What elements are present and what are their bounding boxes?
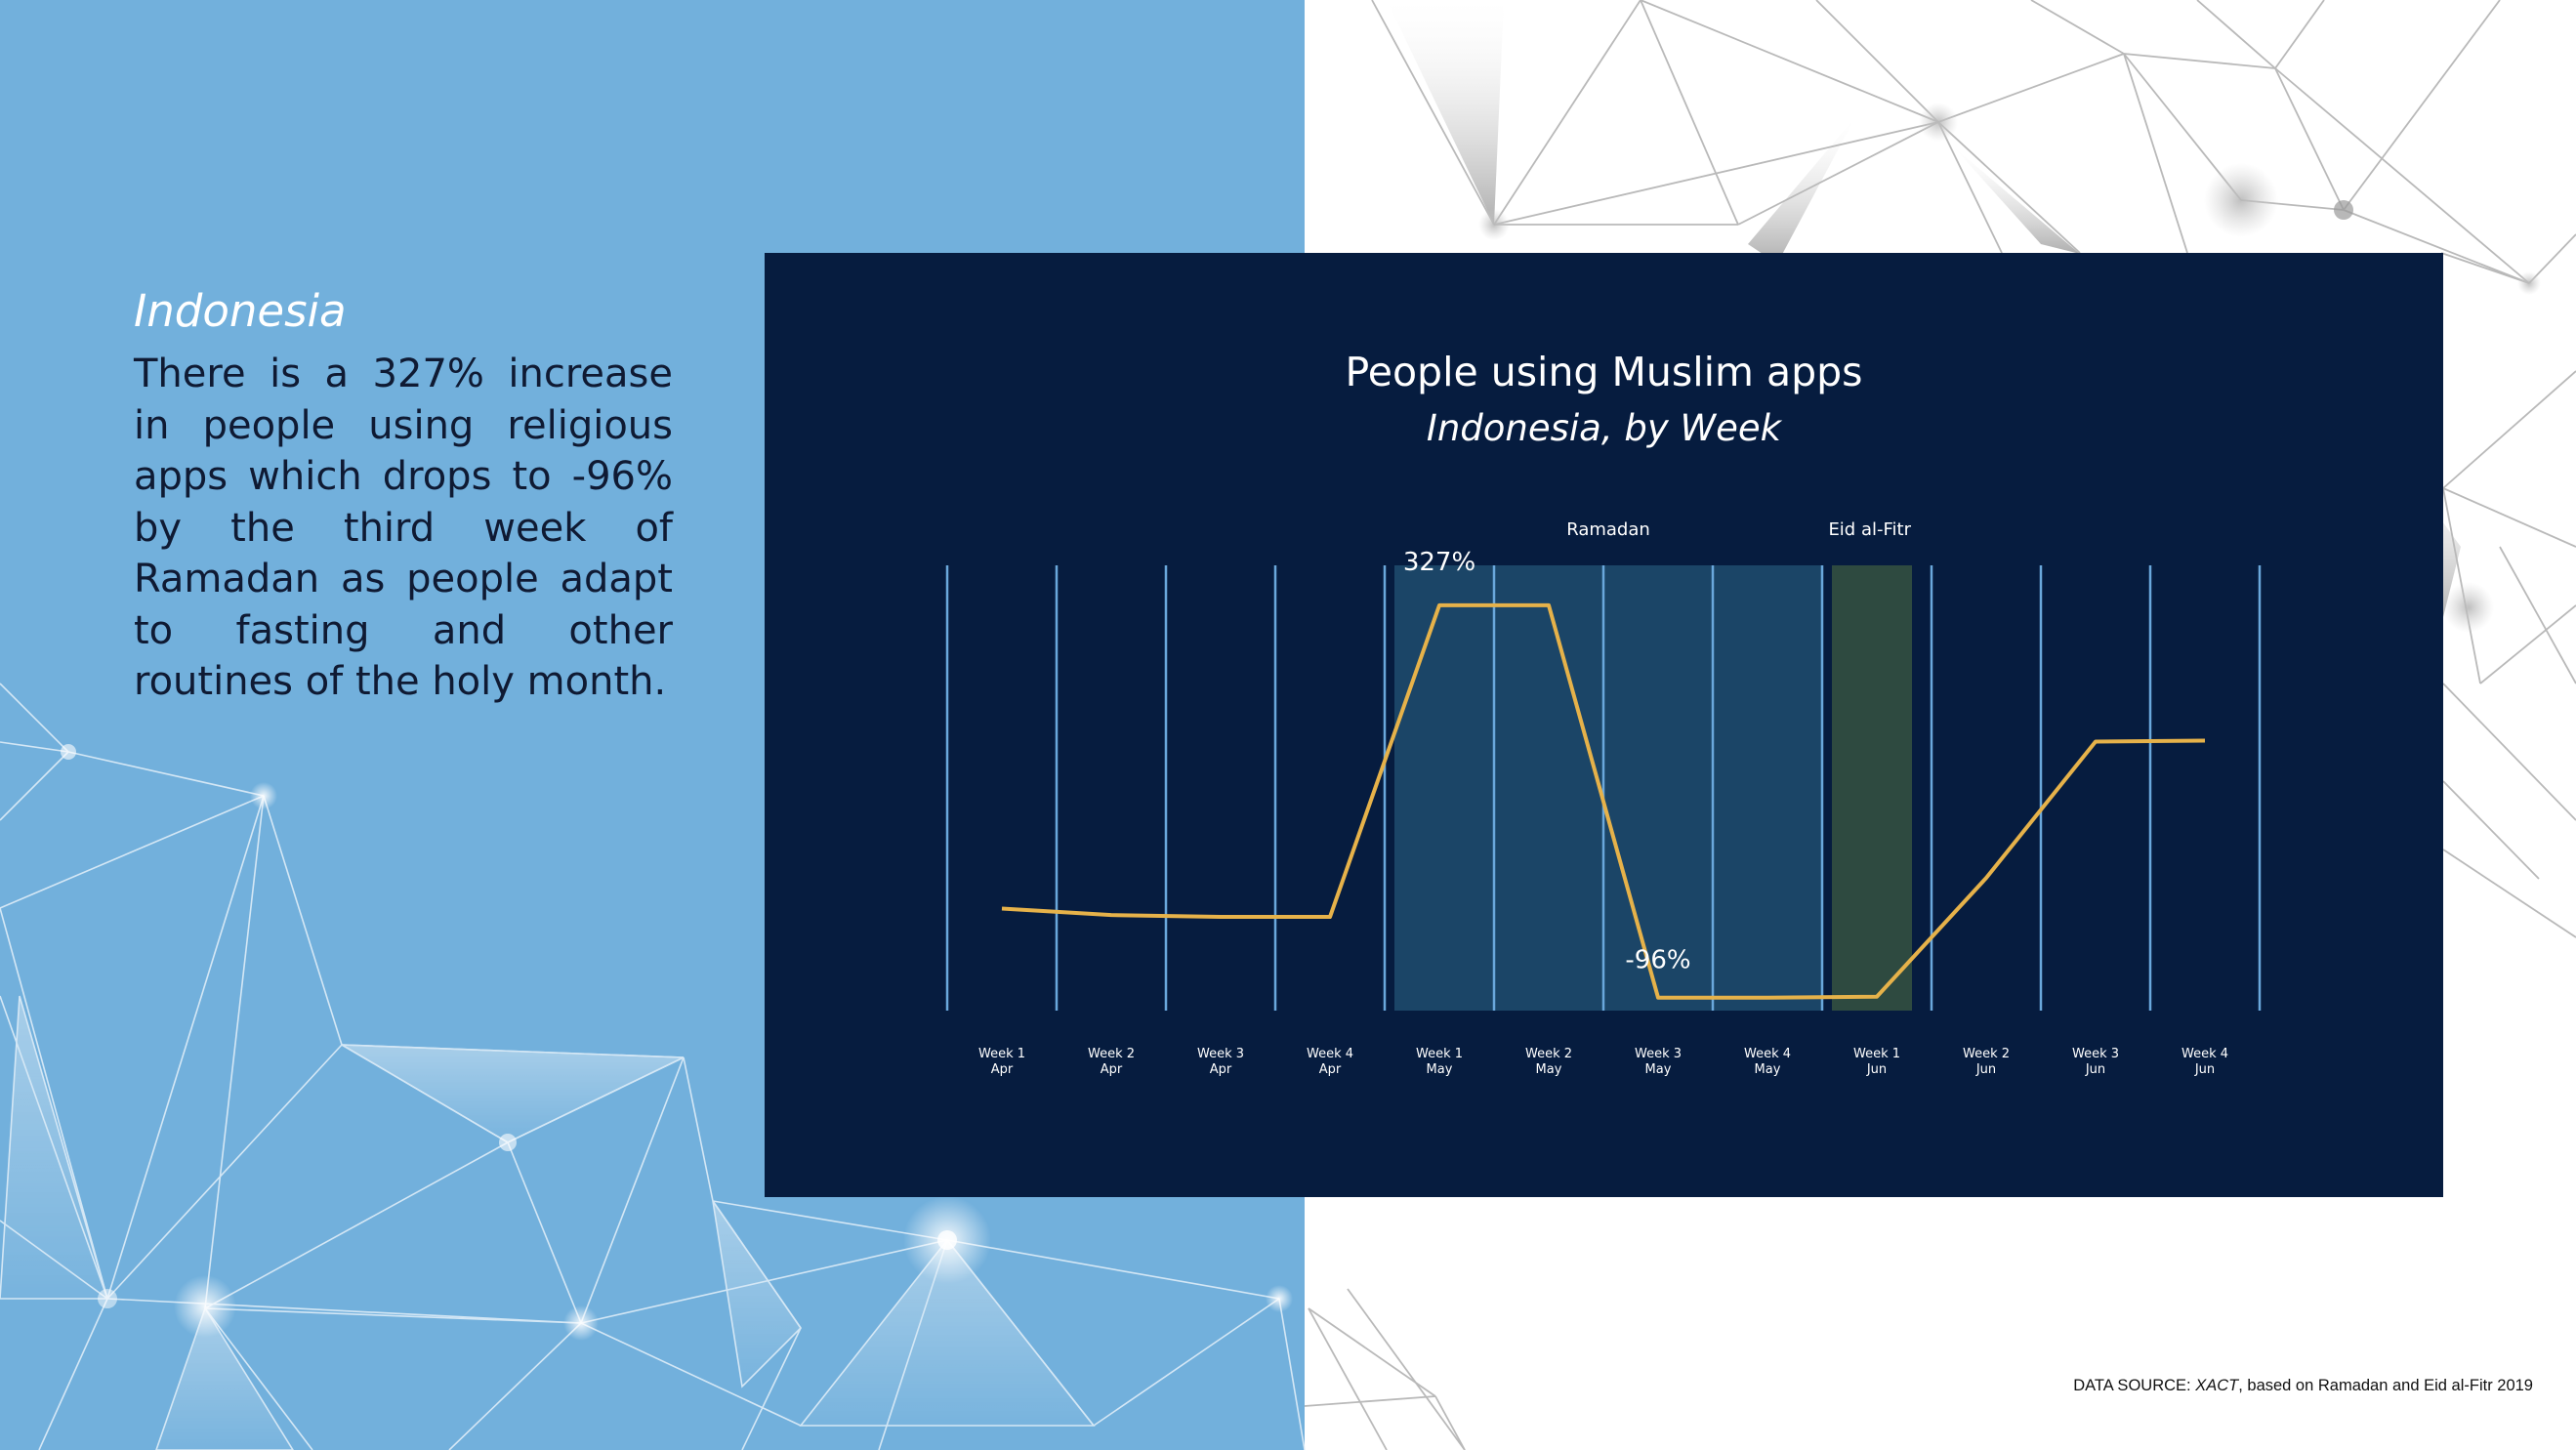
x-tick-label-month: May bbox=[1535, 1062, 1562, 1077]
network-node bbox=[563, 1305, 599, 1341]
network-node bbox=[61, 744, 76, 760]
x-tick-label-week: Week 2 bbox=[1962, 1047, 2011, 1061]
x-tick-label-month: Apr bbox=[1318, 1062, 1342, 1077]
x-tick-label-week: Week 3 bbox=[2071, 1047, 2120, 1061]
x-tick-label-month: Apr bbox=[1100, 1062, 1123, 1077]
x-tick-label-month: May bbox=[1644, 1062, 1672, 1077]
x-tick-label-month: Jun bbox=[2194, 1062, 2216, 1077]
source-suffix: , based on Ramadan and Eid al-Fitr 2019 bbox=[2238, 1377, 2533, 1394]
x-tick-label-week: Week 3 bbox=[1634, 1047, 1683, 1061]
chart-title: People using Muslim apps bbox=[1345, 349, 1863, 395]
x-tick-label-week: Week 1 bbox=[1415, 1047, 1464, 1061]
x-tick-label-week: Week 4 bbox=[1743, 1047, 1792, 1061]
country-heading: Indonesia bbox=[134, 285, 347, 337]
data-source-note bbox=[2073, 1377, 2533, 1395]
x-tick-label-month: Jun bbox=[1975, 1062, 1997, 1077]
x-tick-label-month: Apr bbox=[990, 1062, 1014, 1077]
network-node bbox=[1919, 103, 1958, 142]
x-tick-label-month: May bbox=[1426, 1062, 1453, 1077]
network-node bbox=[250, 782, 277, 809]
chart-subtitle: Indonesia, by Week bbox=[1426, 407, 1782, 449]
chart-panel bbox=[765, 253, 2443, 1197]
network-node bbox=[2204, 163, 2278, 237]
x-tick-label-month: May bbox=[1754, 1062, 1781, 1077]
period-label: Ramadan bbox=[1566, 519, 1650, 540]
x-tick-label-week: Week 4 bbox=[1306, 1047, 1354, 1061]
x-tick-label-week: Week 2 bbox=[1524, 1047, 1573, 1061]
x-tick-label-week: Week 2 bbox=[1087, 1047, 1136, 1061]
network-node bbox=[499, 1134, 517, 1151]
network-node bbox=[2443, 582, 2494, 633]
network-node bbox=[174, 1275, 236, 1338]
x-tick-label-week: Week 3 bbox=[1196, 1047, 1245, 1061]
x-tick-label-week: Week 1 bbox=[977, 1047, 1026, 1061]
x-tick-label-month: Jun bbox=[2085, 1062, 2106, 1077]
network-node bbox=[937, 1230, 957, 1250]
period-band bbox=[1394, 565, 1822, 1011]
period-label: Eid al-Fitr bbox=[1828, 519, 1911, 540]
line-chart bbox=[765, 253, 2443, 1197]
description-paragraph: There is a 327% increase in people using religious apps which drops to -96% by the third week of Ramadan as people adapt to fasting and other routines of the holy month. bbox=[134, 352, 673, 704]
network-node bbox=[2517, 271, 2541, 295]
data-label: 327% bbox=[1402, 547, 1476, 577]
network-node bbox=[2334, 200, 2353, 220]
x-tick-label-month: Apr bbox=[1209, 1062, 1232, 1077]
left-text-block bbox=[134, 285, 673, 708]
period-band bbox=[1832, 565, 1912, 1011]
x-tick-label-week: Week 1 bbox=[1852, 1047, 1901, 1061]
network-node bbox=[98, 1289, 117, 1308]
network-node bbox=[1266, 1285, 1293, 1312]
data-label: -96% bbox=[1625, 945, 1691, 975]
source-name: XACT bbox=[2195, 1377, 2239, 1394]
source-prefix: DATA SOURCE: bbox=[2073, 1377, 2196, 1394]
network-node bbox=[1478, 209, 1510, 240]
x-tick-label-month: Jun bbox=[1866, 1062, 1888, 1077]
x-tick-label-week: Week 4 bbox=[2181, 1047, 2229, 1061]
